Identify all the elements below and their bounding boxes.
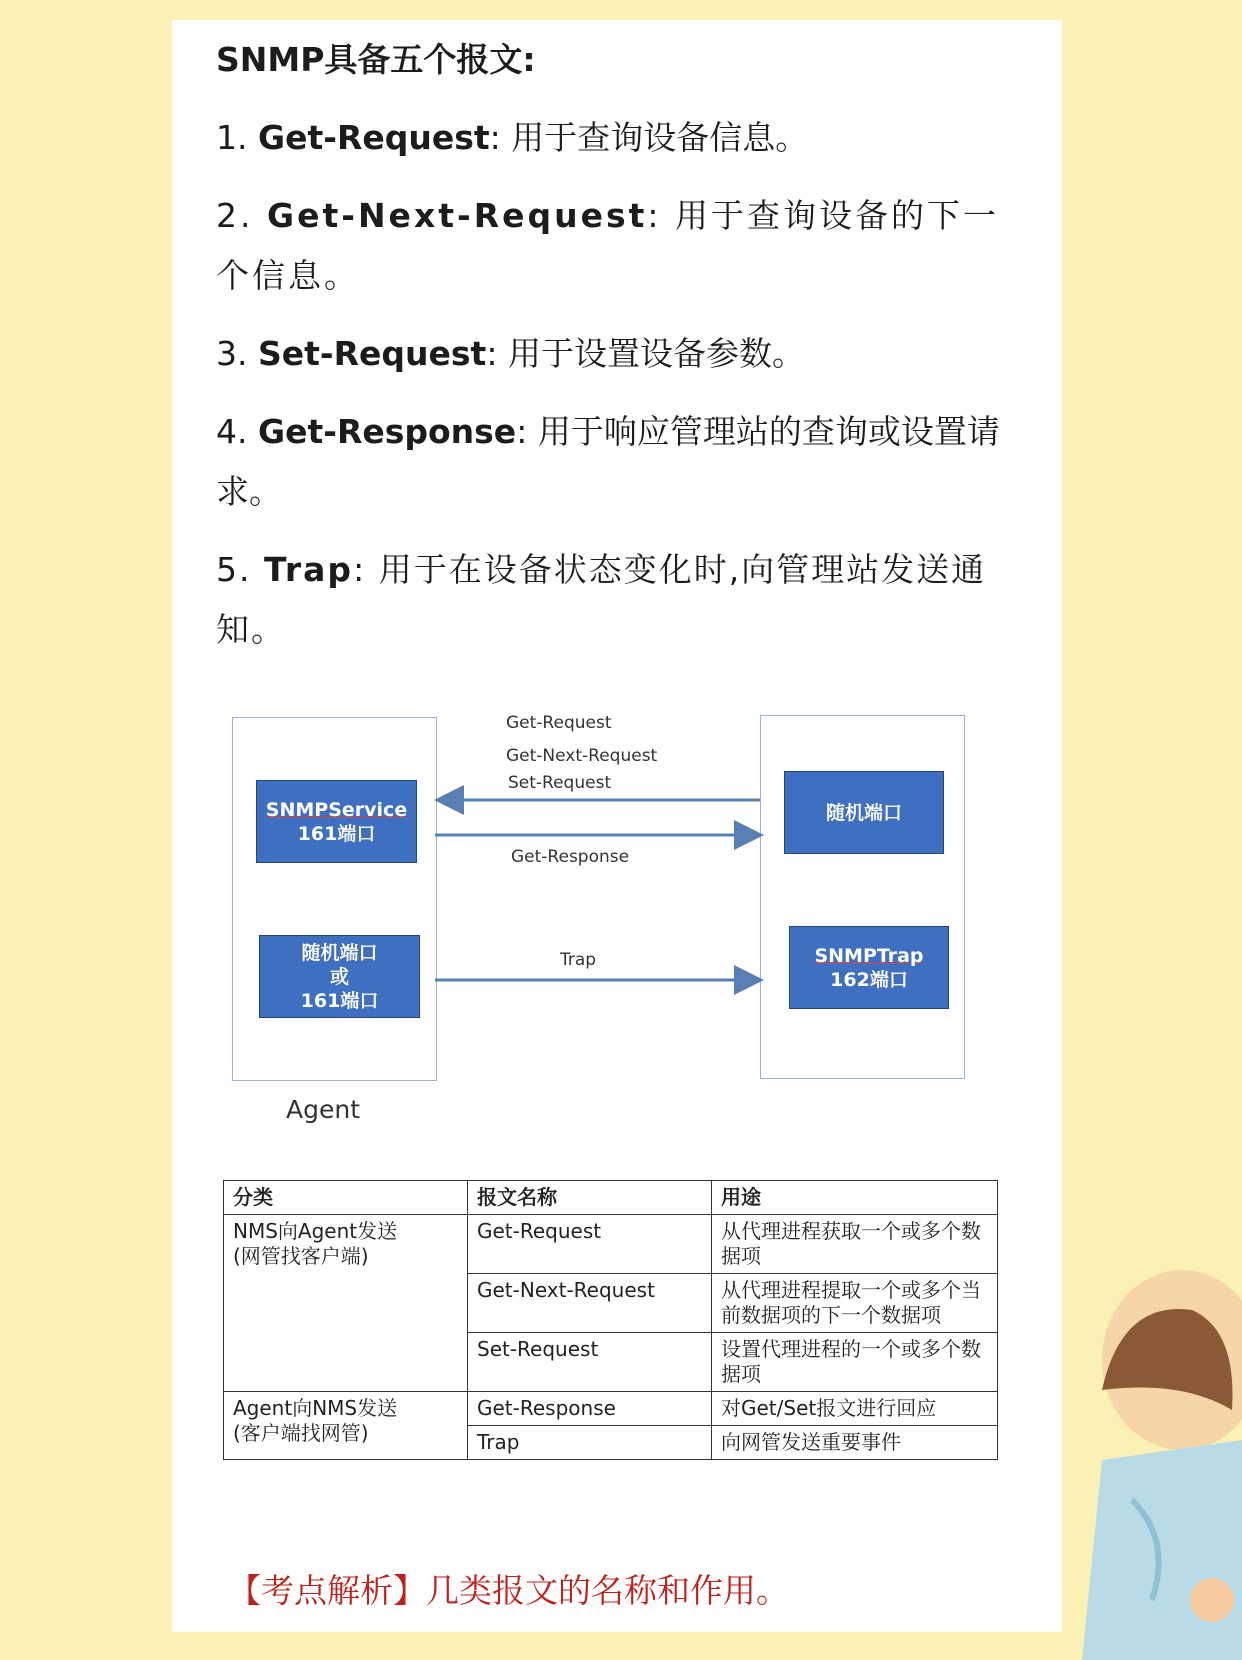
message-description: 用于在设备状态变化时,向管理站发送通知。 [216, 550, 987, 649]
label-get-request: Get-Request [506, 713, 612, 733]
snmp-trap-name: SNMPTrap [814, 944, 924, 967]
message-name-cell: Get-Request [468, 1215, 712, 1274]
category-line: Agent向NMS发送 [233, 1396, 398, 1420]
purpose-cell: 设置代理进程的一个或多个数据项 [712, 1333, 998, 1392]
item-number: 5. [216, 550, 252, 589]
category-note: (网管找客户端) [233, 1244, 369, 1268]
message-description: 用于设置设备参数。 [507, 334, 805, 373]
message-item-1 [216, 108, 1016, 168]
purpose-cell: 向网管发送重要事件 [712, 1426, 998, 1460]
message-name-cell: Trap [468, 1426, 712, 1460]
intro-title: SNMP具备五个报文: [216, 40, 536, 79]
message-name: Trap [264, 550, 354, 589]
message-name-cell: Get-Response [468, 1392, 712, 1426]
item-separator: : [489, 118, 501, 157]
snmp-message-table [223, 1180, 998, 1460]
message-description: 用于响应管理站的查询或设置请求。 [216, 412, 1000, 511]
message-item-2 [216, 186, 1016, 306]
label-trap: Trap [560, 950, 597, 970]
category-line: NMS向Agent发送 [233, 1219, 398, 1243]
item-separator: : [516, 412, 528, 451]
header-purpose: 用途 [712, 1181, 998, 1215]
message-name: Get-Next-Request [267, 196, 648, 235]
label-get-response: Get-Response [511, 847, 630, 867]
nms-random-line1: 随机端口 [825, 801, 902, 824]
agent-random-line1: 随机端口 [301, 941, 378, 964]
snmp-service-name: SNMPService [265, 798, 408, 821]
table-row [224, 1392, 998, 1426]
item-number: 2. [216, 196, 254, 235]
category-cell-agent-to-nms [224, 1392, 468, 1460]
intro-section [216, 30, 1016, 660]
message-description: 用于查询设备信息。 [511, 118, 809, 157]
item-number: 4. [216, 412, 248, 451]
decorative-illustration [1062, 1240, 1242, 1660]
content-card [172, 20, 1062, 1632]
snmp-service-port: 161端口 [297, 822, 376, 845]
item-separator: : [353, 550, 367, 589]
label-set-request: Set-Request [508, 773, 612, 793]
item-separator: : [486, 334, 498, 373]
header-category: 分类 [224, 1181, 468, 1215]
message-name-cell: Get-Next-Request [468, 1274, 712, 1333]
category-cell-nms-to-agent [224, 1215, 468, 1392]
category-note: (客户端找网管) [233, 1421, 369, 1445]
purpose-cell: 从代理进程提取一个或多个当前数据项的下一个数据项 [712, 1274, 998, 1333]
label-get-next-request: Get-Next-Request [506, 746, 658, 766]
message-name: Get-Request [258, 118, 490, 157]
snmp-trap-port: 162端口 [830, 968, 908, 991]
message-item-4 [216, 402, 1016, 522]
message-name-cell: Set-Request [468, 1333, 712, 1392]
table-row [224, 1215, 998, 1274]
message-name: Get-Response [258, 412, 517, 451]
item-separator: : [647, 196, 662, 235]
item-number: 1. [216, 118, 248, 157]
exam-analysis-note: 【考点解析】几类报文的名称和作用。 [228, 1571, 789, 1610]
message-description: 用于查询设备的下一个信息。 [216, 196, 1000, 295]
table-header-row [224, 1181, 998, 1215]
snmp-diagram [212, 685, 1012, 1155]
purpose-cell: 从代理进程获取一个或多个数据项 [712, 1215, 998, 1274]
agent-label: Agent [286, 1095, 360, 1124]
message-name: Set-Request [258, 334, 487, 373]
message-item-3 [216, 324, 1016, 384]
purpose-cell: 对Get/Set报文进行回应 [712, 1392, 998, 1426]
item-number: 3. [216, 334, 248, 373]
header-message-name: 报文名称 [468, 1181, 712, 1215]
message-item-5 [216, 540, 1016, 660]
agent-random-line2: 或 [329, 965, 349, 988]
agent-random-line3: 161端口 [300, 989, 379, 1012]
